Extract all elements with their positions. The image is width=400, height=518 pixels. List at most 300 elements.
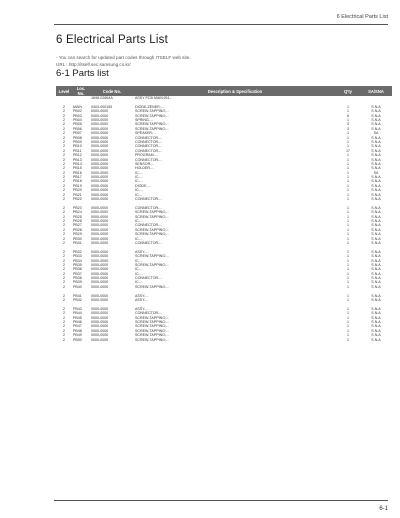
table-row [56,337,392,341]
cell-qty: 1 [347,306,349,311]
cell-sa: S.N.A [371,319,381,324]
header-rule [54,24,388,25]
cell-sa: S.N.A [371,276,381,281]
cell-loc: PB46 [73,319,82,324]
cell-qty: 1 [347,328,349,333]
cell-qty: 1 [347,135,349,140]
intro-text [56,54,191,68]
cell-sa: S.N.A [371,267,381,272]
cell-loc: PB27 [73,223,82,228]
cell-level: 2 [63,293,65,298]
cell-loc: PB17 [73,175,82,180]
cell-level: 2 [63,214,65,219]
parts-table-header-row [56,86,392,96]
cell-code: 0000-0000 [91,153,109,158]
cell-code: 0000-0000 [91,157,109,162]
cell-sa: S.N.A [371,153,381,158]
cell-level: 2 [63,223,65,228]
cell-sa: S.N.A [371,161,381,166]
cell-level: 2 [63,175,65,180]
cell-qty: 1 [347,254,349,259]
intro-line-2: URL : http://itself.sec.samsung.co.kr/ [56,62,131,67]
cell-code: 0000-0000 [91,148,109,153]
cell-loc: PB38 [73,276,82,281]
cell-level: 2 [63,131,65,136]
cell-sa: S.N.A [371,315,381,320]
cell-sa: S.N.A [371,218,381,223]
cell-qty: 1 [347,280,349,285]
cell-qty: 1 [347,293,349,298]
cell-loc: PB19 [73,183,82,188]
cell-level: 2 [63,262,65,267]
cell-code: 0000-0000 [91,258,109,263]
col-loc-header: Loc. No. [72,86,90,96]
cell-desc: PROGRAM-... [135,153,158,158]
cell-level: 2 [63,333,65,338]
cell-loc: PB45 [73,315,82,320]
cell-loc: PB31 [73,240,82,245]
cell-qty: 1 [347,179,349,184]
cell-desc: CONNECTOR-... [135,205,163,210]
cell-desc: SPRING-... [135,118,153,122]
cell-qty: 1 [347,166,349,171]
cell-level: 2 [63,139,65,144]
cell-desc: IC-... [135,175,143,180]
cell-desc: SCREW-TAPPING;... [135,113,170,118]
intro-line-1: - You can search for updated part codes through ITSELF web site. [56,55,191,60]
cell-sa: S.N.A [371,197,381,202]
cell-code: 0000-0000 [91,319,109,324]
cell-loc: PB43 [73,306,82,311]
cell-level: 2 [63,113,65,118]
cell-qty: 1 [347,232,349,237]
cell-code: 0000-0000 [91,113,109,118]
cell-level: 2 [63,280,65,285]
running-header: 6 Electrical Parts List [336,14,388,20]
cell-level: 2 [63,183,65,188]
cell-sa: S.N.A [371,258,381,263]
cell-code: 0000-0000 [91,126,109,131]
cell-sa: SA [373,170,379,175]
cell-loc: PB16 [73,170,82,175]
cell-loc: PB04 [73,118,82,122]
cell-code: 0000-0000 [91,118,109,122]
cell-code: 0000-0000 [91,197,109,202]
cell-sa: S.N.A [371,192,381,197]
cell-qty: 1 [347,315,349,320]
cell-code: 0000-0000 [91,210,109,215]
cell-qty: 1 [347,223,349,228]
cell-sa: S.N.A [371,205,381,210]
cell-level: 2 [63,324,65,329]
cell-desc: CONNECTOR-... [135,311,163,316]
col-qty-header: Q'ty [336,86,360,96]
cell-level: 2 [63,188,65,193]
cell-level: 2 [63,104,65,109]
cell-desc: ASSY-... [135,306,149,311]
cell-qty: 1 [347,139,349,144]
cell-qty: 1 [347,205,349,210]
cell-desc: ASSY PCB MAIN;IS4... [135,96,173,101]
cell-sa: S.N.A [371,210,381,215]
cell-level: 2 [63,328,65,333]
cell-code: 0000-0000 [91,161,109,166]
cell-desc: SENSOR-... [135,161,155,166]
cell-desc: SCREW-TAPPING;... [135,214,170,219]
cell-desc: IC-... [135,280,143,285]
cell-code: 0000-0000 [91,166,109,171]
cell-level: 2 [63,197,65,202]
cell-code: 0000-0000 [91,223,109,228]
cell-code: 0000-0000 [91,328,109,333]
cell-sa: S.N.A [371,324,381,329]
page-number: 6-1 [379,506,388,512]
cell-loc: PB05 [73,122,82,127]
cell-qty: 1 [347,197,349,202]
cell-code: 0000-0000 [91,333,109,338]
cell-desc: IC-... [135,267,143,272]
parts-table-head [56,86,392,96]
cell-qty: 1 [347,175,349,180]
cell-desc: SCREW-TAPPING;... [135,337,170,342]
cell-desc: SPEAKER;... [135,131,156,136]
cell-loc: PB11 [73,148,82,153]
cell-sa: S.N.A [371,271,381,276]
cell-desc: SCREW-TAPPING;... [135,319,170,324]
cell-qty: 1 [347,298,349,303]
cell-sa: S.N.A [371,214,381,219]
cell-desc: SCREW-TAPPING;... [135,328,170,333]
subsection-title: 6-1 Parts list [56,68,109,79]
cell-loc: PB47 [73,324,82,329]
cell-loc: PB37 [73,271,82,276]
cell-qty: 1 [347,210,349,215]
cell-code: 0000-0000 [91,254,109,259]
cell-level: 2 [63,161,65,166]
cell-sa: S.N.A [371,236,381,241]
cell-code: 0000-0000 [91,232,109,237]
cell-loc: PB34 [73,258,82,263]
cell-code: 0000-0000 [91,276,109,281]
cell-qty: 17 [346,148,350,153]
cell-level: 2 [63,284,65,289]
cell-code: 0000-0000 [91,205,109,210]
cell-sa: S.N.A [371,293,381,298]
cell-code: 0000-0000 [91,293,109,298]
cell-level: 2 [63,192,65,197]
cell-level: 2 [63,170,65,175]
cell-code: 0000-0000 [91,183,109,188]
cell-sa: S.N.A [371,109,381,114]
cell-code: 0000-0000 [91,311,109,316]
cell-code: 0000-0000 [91,144,109,149]
cell-loc: PB24 [73,210,82,215]
cell-loc: PB14 [73,161,82,166]
cell-code: 0000-0000 [91,109,109,114]
cell-sa: S.N.A [371,240,381,245]
cell-desc: CONNECTOR-... [135,144,163,149]
cell-desc: CONNECTOR-... [135,135,163,140]
cell-sa: S.N.A [371,306,381,311]
cell-sa: S.N.A [371,328,381,333]
cell-desc: CONNECTOR-... [135,240,163,245]
cell-qty: 1 [347,333,349,338]
cell-code: 0403-000155 [91,104,113,109]
cell-sa: S.N.A [371,188,381,193]
cell-level: 2 [63,311,65,316]
cell-sa: S.N.A [371,298,381,303]
cell-level: 2 [63,144,65,149]
cell-qty: 1 [347,276,349,281]
cell-loc: PB12 [73,153,82,158]
cell-desc: SCREW-TAPPING;... [135,333,170,338]
cell-level: 2 [63,166,65,171]
cell-loc: PB36 [73,267,82,272]
cell-sa: S.N.A [371,166,381,171]
cell-code: 0000-0000 [91,249,109,254]
cell-desc: SCREW-TAPPING;... [135,210,170,215]
cell-level: 2 [63,157,65,162]
cell-code: 0000-0000 [91,218,109,223]
cell-code: 0000-0000 [91,227,109,232]
cell-desc: CONNECTOR-... [135,157,163,162]
cell-desc: IC-... [135,192,143,197]
cell-desc: SCREW-TAPPING;... [135,324,170,329]
cell-sa: S.N.A [371,254,381,259]
cell-sa: S.N.A [371,157,381,162]
cell-sa: S.N.A [371,232,381,237]
cell-code: 0000-0000 [91,236,109,241]
cell-code: 0000-0000 [91,135,109,140]
cell-qty: 1 [347,192,349,197]
cell-desc: SCREW-TAPPING;... [135,126,170,131]
cell-level: 2 [63,210,65,215]
cell-loc: PB30 [73,236,82,241]
cell-code: 0000-0000 [91,122,109,127]
cell-loc: PB18 [73,179,82,184]
cell-sa: S.N.A [371,126,381,131]
cell-level: 2 [63,218,65,223]
cell-desc: SCREW-TAPPING;... [135,109,170,114]
cell-level: 2 [63,227,65,232]
cell-loc: PB20 [73,188,82,193]
cell-code: 0000-0000 [91,262,109,267]
cell-qty: 1 [347,144,349,149]
cell-code: 0000-0000 [91,298,109,303]
cell-qty: 1 [347,170,349,175]
cell-desc: ASSY-... [135,298,149,303]
cell-desc: CONNECTOR-... [135,197,163,202]
cell-loc: PB22 [73,197,82,202]
col-desc-header: Description & Specification [134,86,336,96]
cell-code: 0000-0000 [91,131,109,136]
cell-level: 2 [63,240,65,245]
parts-table-body [56,96,392,342]
cell-loc: PB29 [73,232,82,237]
cell-qty: 1 [347,131,349,136]
cell-desc: CONNECTOR-... [135,223,163,228]
cell-qty: 1 [347,218,349,223]
cell-sa: S.N.A [371,135,381,140]
cell-level: 2 [63,148,65,153]
cell-level: 2 [63,267,65,272]
cell-loc: PB13 [73,157,82,162]
cell-sa: S.N.A [371,249,381,254]
cell-code: 0000-0000 [91,324,109,329]
cell-loc: PB06 [73,126,82,131]
cell-qty: 1 [347,109,349,114]
cell-desc: CONNECTOR-... [135,276,163,281]
col-sa-header: SA/SNA [360,86,392,96]
cell-sa: S.N.A [371,175,381,180]
cell-code: 0000-0000 [91,179,109,184]
cell-code: 0000-0000 [91,306,109,311]
cell-sa: S.N.A [371,183,381,188]
cell-qty: 1 [347,249,349,254]
cell-loc: PB33 [73,254,82,259]
cell-sa: S.N.A [371,284,381,289]
parts-table [56,86,392,342]
cell-sa: S.N.A [371,122,381,127]
footer-rule [54,500,388,501]
cell-loc: PB21 [73,192,82,197]
cell-loc: PB07 [73,131,82,136]
cell-sa: S.N.A [371,262,381,267]
cell-loc: PB28 [73,227,82,232]
cell-level: 2 [63,271,65,276]
cell-sa: S.N.A [371,104,381,109]
col-code-header: Code No. [90,86,134,96]
cell-qty: 1 [347,236,349,241]
cell-qty: 1 [347,157,349,162]
cell-code: 0000-0000 [91,188,109,193]
cell-code: 0000-0000 [91,214,109,219]
cell-loc: PB15 [73,166,82,171]
cell-sa: S.N.A [371,118,381,122]
cell-loc: PB08 [73,135,82,140]
cell-desc: IC-... [135,271,143,276]
cell-sa: S.N.A [371,113,381,118]
cell-level: 2 [63,179,65,184]
cell-qty: 1 [347,337,349,342]
cell-code: 0000-0000 [91,280,109,285]
cell-qty: 1 [347,324,349,329]
cell-desc: ASSY-... [135,293,149,298]
cell-level: 2 [63,135,65,140]
cell-desc: DIODE-ZENER;... [135,104,164,109]
cell-desc: SCREW-TAPPING;... [135,315,170,320]
cell-level: 2 [63,126,65,131]
cell-level: 2 [63,236,65,241]
cell-qty: 1 [347,161,349,166]
cell-desc: SCREW-TAPPING;... [135,254,170,259]
cell-code: 0000-0000 [91,267,109,272]
cell-loc: PB25 [73,214,82,219]
cell-loc: PB39 [73,280,82,285]
cell-code: JA96-02664A [91,96,113,101]
cell-loc: PB49 [73,333,82,338]
cell-level: 2 [63,109,65,114]
cell-desc: SCREW-TAPPING;... [135,284,170,289]
cell-code: 0000-0000 [91,175,109,180]
cell-level: 2 [63,319,65,324]
cell-level: 2 [63,122,65,127]
cell-qty: 1 [347,227,349,232]
cell-desc: SCREW-TAPPING;... [135,122,170,127]
cell-desc: CONNECTOR-... [135,148,163,153]
cell-level: 2 [63,298,65,303]
cell-qty: 1 [347,319,349,324]
cell-desc: SCREW-TAPPING;... [135,227,170,232]
cell-qty: 6 [347,113,349,118]
col-level-header: Level [56,86,72,96]
cell-desc: CONNECTOR-... [135,139,163,144]
cell-desc: ASSY-... [135,249,149,254]
cell-code: 0000-0000 [91,315,109,320]
cell-desc: IC-... [135,188,143,193]
cell-sa: S.N.A [371,311,381,316]
cell-code: 0000-0000 [91,170,109,175]
cell-sa: S.N.A [371,333,381,338]
cell-loc: PB41 [73,293,82,298]
cell-level: 2 [63,306,65,311]
cell-code: 0000-0000 [91,192,109,197]
cell-code: 0000-0000 [91,337,109,342]
cell-qty: 1 [347,271,349,276]
cell-qty: 1 [347,188,349,193]
cell-level: 2 [63,315,65,320]
cell-desc: HOLDER-... [135,166,155,171]
cell-loc: PB02 [73,109,82,114]
cell-qty: 1 [347,258,349,263]
cell-qty: 1 [347,267,349,272]
cell-desc: SCREW-TAPPING;... [135,262,170,267]
cell-sa: S.N.A [371,148,381,153]
cell-code: 0000-0000 [91,240,109,245]
cell-level: 2 [63,258,65,263]
cell-qty: 1 [347,284,349,289]
cell-qty: 1 [347,214,349,219]
cell-level: 2 [63,232,65,237]
cell-qty: 3 [347,122,349,127]
cell-loc: PB40 [73,284,82,289]
cell-code: 0000-0000 [91,284,109,289]
cell-sa: S.N.A [371,223,381,228]
cell-level: 2 [63,118,65,122]
cell-loc: MAIN [73,104,82,109]
cell-level: 2 [63,276,65,281]
cell-qty: 3 [347,126,349,131]
cell-loc: PB03 [73,113,82,118]
cell-desc: IC-... [135,258,143,263]
cell-loc: PB10 [73,144,82,149]
cell-loc: PB09 [73,139,82,144]
cell-loc: PB50 [73,337,82,342]
cell-desc: IC-... [135,179,143,184]
cell-sa: S.N.A [371,227,381,232]
cell-desc: IC-... [135,170,143,175]
cell-level: 2 [63,153,65,158]
cell-level: 2 [63,337,65,342]
cell-qty: 1 [347,311,349,316]
cell-desc: IC-... [135,218,143,223]
cell-qty: 1 [347,153,349,158]
cell-qty: 1 [347,240,349,245]
cell-sa: S.N.A [371,144,381,149]
cell-loc: PB35 [73,262,82,267]
cell-sa: S.N.A [371,179,381,184]
cell-sa: S.N.A [371,337,381,342]
